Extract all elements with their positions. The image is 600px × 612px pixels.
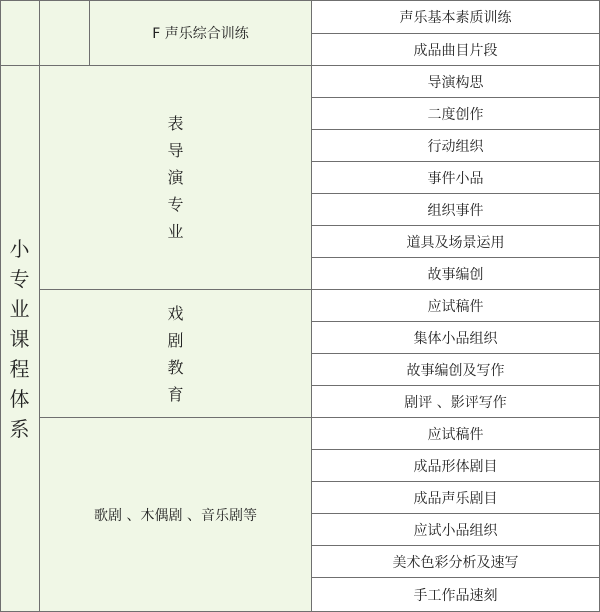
group-1-char-0: 戏 bbox=[167, 303, 184, 323]
header-item-1-text: 成品曲目片段 bbox=[413, 42, 498, 59]
group-2-item-0-text: 应试稿件 bbox=[427, 426, 484, 443]
group-1-item-0-text: 应试稿件 bbox=[427, 298, 484, 315]
group-2-item-0 bbox=[312, 418, 600, 450]
header-item-0 bbox=[312, 0, 600, 34]
group-0-name bbox=[167, 110, 183, 245]
group-1-name bbox=[167, 300, 183, 408]
group-2-name-cell bbox=[40, 418, 312, 612]
group-0-char-3: 专 bbox=[167, 195, 184, 214]
group-1-item-3-text: 剧评 、影评写作 bbox=[404, 394, 507, 411]
system-char-4: 程 bbox=[9, 356, 30, 381]
group-2-item-1 bbox=[312, 450, 600, 482]
system-char-1: 专 bbox=[9, 266, 30, 291]
header-f-label bbox=[90, 0, 312, 66]
group-0-item-5-text: 道具及场景运用 bbox=[406, 234, 505, 251]
group-0-item-1 bbox=[312, 98, 600, 130]
group-1-item-1-text: 集体小品组织 bbox=[413, 330, 498, 347]
group-0-item-2 bbox=[312, 130, 600, 162]
group-2-item-3 bbox=[312, 514, 600, 546]
group-0-item-0 bbox=[312, 66, 600, 98]
group-0-char-2: 演 bbox=[167, 168, 184, 187]
header-item-1 bbox=[312, 34, 600, 66]
header-item-0-text: 声乐基本素质训练 bbox=[399, 9, 512, 26]
system-char-0: 小 bbox=[9, 236, 30, 261]
header-f-text: F 声乐综合训练 bbox=[152, 25, 249, 42]
group-1-char-3: 育 bbox=[167, 384, 184, 404]
group-2-name: 歌剧 、木偶剧 、音乐剧等 bbox=[94, 507, 257, 524]
system-char-6: 系 bbox=[9, 416, 30, 441]
system-char-3: 课 bbox=[9, 326, 30, 351]
group-1-item-1 bbox=[312, 322, 600, 354]
system-label bbox=[10, 234, 30, 444]
group-1-char-1: 剧 bbox=[167, 330, 184, 350]
group-0-item-4 bbox=[312, 194, 600, 226]
group-2-item-2 bbox=[312, 482, 600, 514]
group-2-item-2-text: 成品声乐剧目 bbox=[413, 490, 498, 507]
group-0-item-3 bbox=[312, 162, 600, 194]
group-2-item-4-text: 美术色彩分析及速写 bbox=[392, 554, 519, 571]
group-2-item-5-text: 手工作品速刻 bbox=[413, 587, 498, 604]
system-char-2: 业 bbox=[9, 296, 30, 321]
group-0-item-3-text: 事件小品 bbox=[427, 170, 484, 187]
group-0-item-0-text: 导演构思 bbox=[427, 74, 484, 91]
group-0-char-4: 业 bbox=[167, 222, 184, 241]
group-2-item-1-text: 成品形体剧目 bbox=[413, 458, 498, 475]
group-1-char-2: 教 bbox=[167, 357, 184, 377]
header-blank-2 bbox=[40, 0, 90, 66]
group-0-item-6-text: 故事编创 bbox=[427, 266, 484, 283]
group-1-name-cell bbox=[40, 290, 312, 418]
group-0-item-1-text: 二度创作 bbox=[427, 106, 484, 123]
header-blank-1 bbox=[0, 0, 40, 66]
system-label-cell bbox=[0, 66, 40, 612]
group-1-item-2 bbox=[312, 354, 600, 386]
group-0-item-5 bbox=[312, 226, 600, 258]
group-0-item-6 bbox=[312, 258, 600, 290]
group-0-name-cell bbox=[40, 66, 312, 290]
group-0-char-0: 表 bbox=[167, 114, 184, 133]
group-2-item-5 bbox=[312, 578, 600, 612]
group-2-item-3-text: 应试小品组织 bbox=[413, 522, 498, 539]
group-0-char-1: 导 bbox=[167, 141, 184, 160]
group-1-item-0 bbox=[312, 290, 600, 322]
group-1-item-3 bbox=[312, 386, 600, 418]
system-char-5: 体 bbox=[9, 386, 30, 411]
group-0-item-4-text: 组织事件 bbox=[427, 202, 484, 219]
group-0-item-2-text: 行动组织 bbox=[427, 138, 484, 155]
group-2-item-4 bbox=[312, 546, 600, 578]
group-1-item-2-text: 故事编创及写作 bbox=[406, 362, 505, 379]
